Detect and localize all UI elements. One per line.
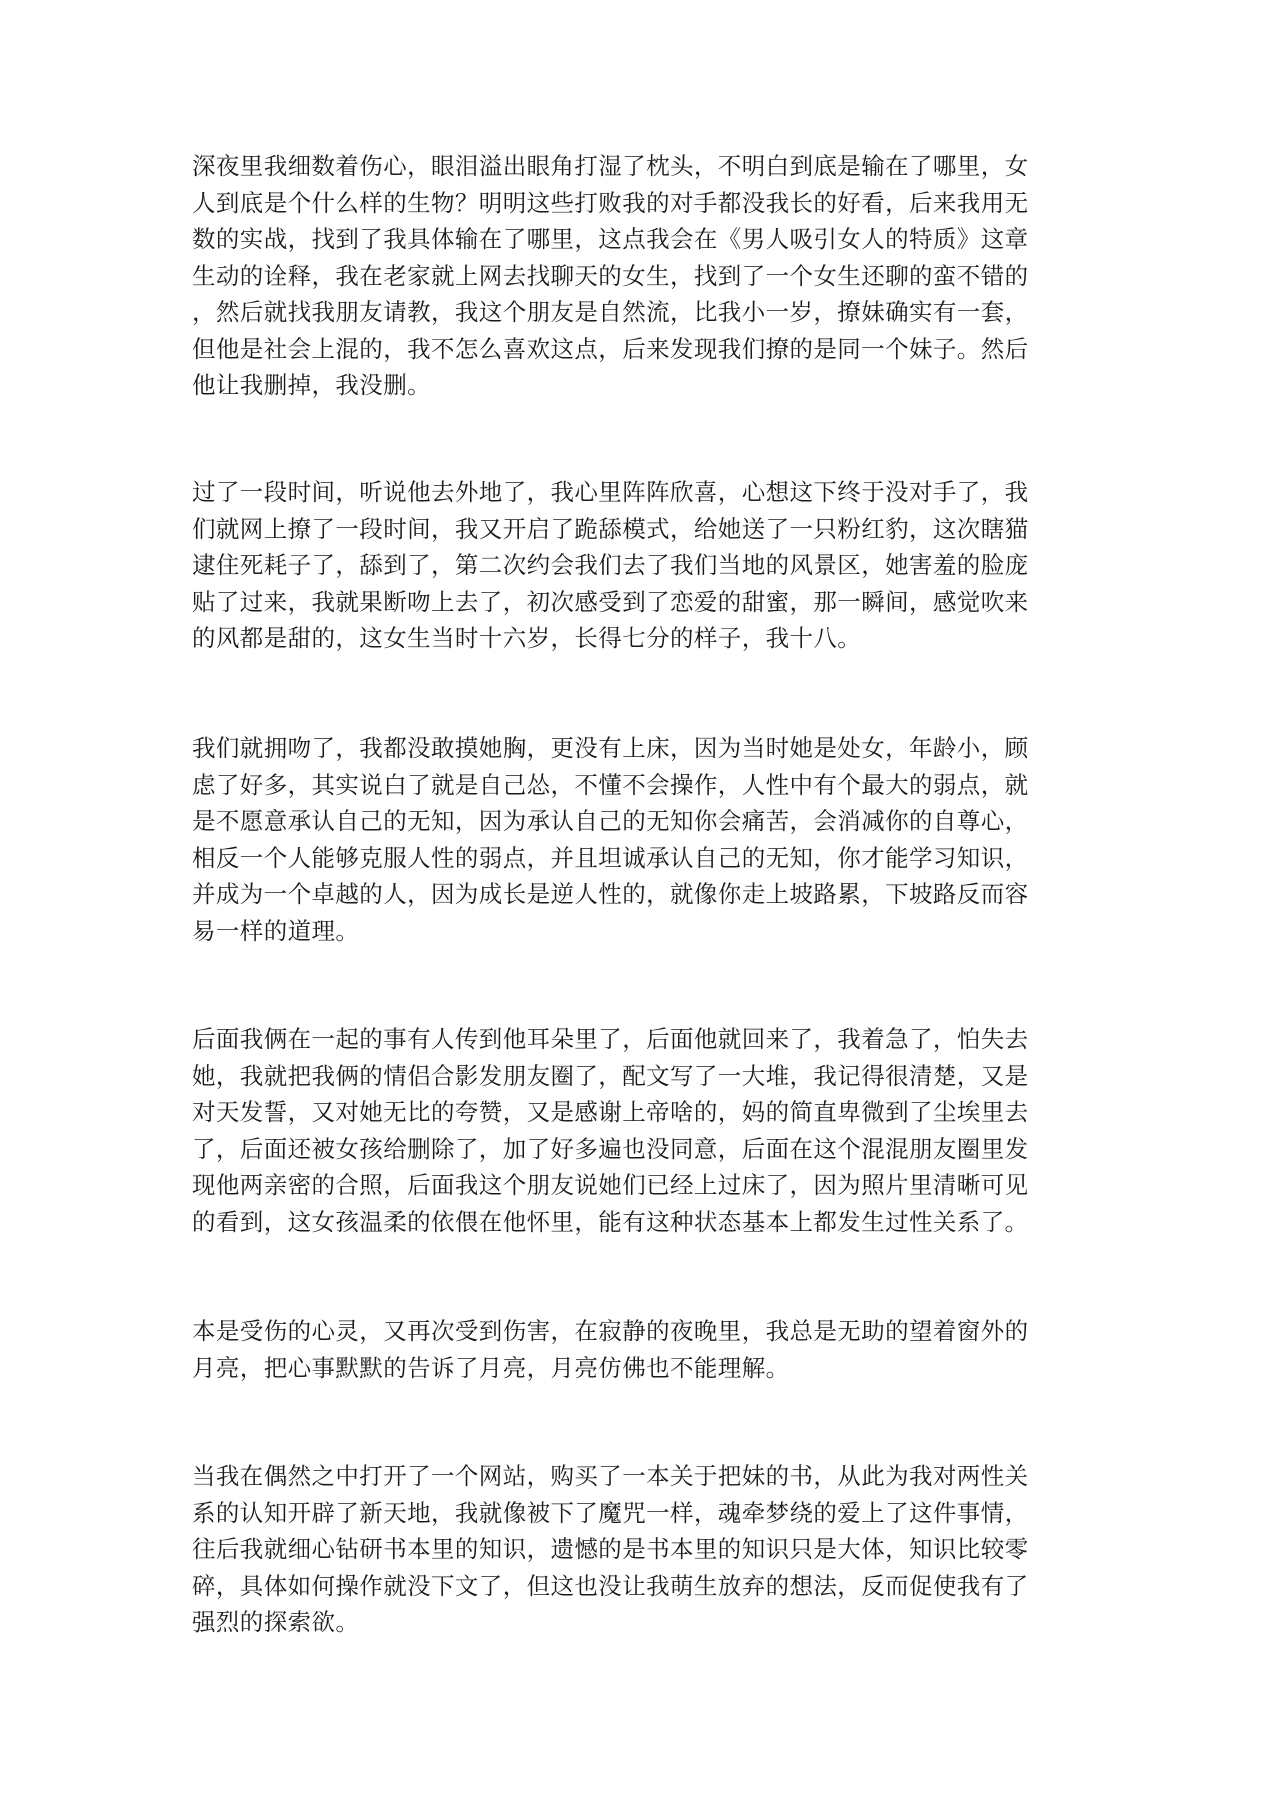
text-line: 她，我就把我俩的情侣合影发朋友圈了，配文写了一大堆，我记得很清楚，又是 bbox=[192, 1061, 1029, 1090]
paragraph-5 bbox=[192, 1313, 1082, 1386]
text-line: 们就网上撩了一段时间，我又开启了跪舔模式，给她送了一只粉红豹，这次瞎猫 bbox=[192, 514, 1029, 543]
text-line: 当我在偶然之中打开了一个网站，购买了一本关于把妹的书，从此为我对两性关 bbox=[192, 1462, 1029, 1490]
text-line: 但他是社会上混的，我不怎么喜欢这点，后来发现我们撩的是同一个妹子。然后 bbox=[192, 334, 1029, 363]
paragraph-3 bbox=[192, 730, 1082, 949]
text-line: 易一样的道理。 bbox=[192, 916, 360, 945]
text-line: 的风都是甜的，这女生当时十六岁，长得七分的样子，我十八。 bbox=[192, 624, 862, 652]
paragraph-2 bbox=[192, 474, 1082, 657]
text-line: 后面我俩在一起的事有人传到他耳朵里了，后面他就回来了，我着急了，怕失去 bbox=[192, 1025, 1029, 1053]
text-line: ，然后就找我朋友请教，我这个朋友是自然流，比我小一岁，撩妹确实有一套， bbox=[192, 298, 1029, 326]
text-line: 逮住死耗子了，舔到了，第二次约会我们去了我们当地的风景区，她害羞的脸庞 bbox=[192, 551, 1029, 579]
text-line: 强烈的探索欲。 bbox=[192, 1608, 360, 1636]
text-line: 现他两亲密的合照，后面我这个朋友说她们已经上过床了，因为照片里清晰可见 bbox=[192, 1171, 1029, 1199]
text-line: 相反一个人能够克服人性的弱点，并且坦诚承认自己的无知，你才能学习知识， bbox=[192, 843, 1029, 872]
text-line: 往后我就细心钻研书本里的知识，遗憾的是书本里的知识只是大体，知识比较零 bbox=[192, 1535, 1029, 1563]
text-line: 深夜里我细数着伤心，眼泪溢出眼角打湿了枕头，不明白到底是输在了哪里，女 bbox=[192, 152, 1029, 180]
text-line: 并成为一个卓越的人，因为成长是逆人性的，就像你走上坡路累，下坡路反而容 bbox=[192, 880, 1029, 908]
text-line: 我们就拥吻了，我都没敢摸她胸，更没有上床，因为当时她是处女，年龄小，顾 bbox=[192, 734, 1029, 762]
text-line: 虑了好多，其实说白了就是自己怂，不懂不会操作，人性中有个最大的弱点，就 bbox=[192, 770, 1029, 799]
text-line: 本是受伤的心灵，又再次受到伤害，在寂静的夜晚里，我总是无助的望着窗外的 bbox=[192, 1317, 1029, 1345]
text-line: 了，后面还被女孩给删除了，加了好多遍也没同意，后面在这个混混朋友圈里发 bbox=[192, 1134, 1029, 1163]
text-line: 人到底是个什么样的生物？明明这些打败我的对手都没我长的好看，后来我用无 bbox=[192, 188, 1029, 217]
paragraph-4 bbox=[192, 1021, 1082, 1240]
text-line: 是不愿意承认自己的无知，因为承认自己的无知你会痛苦，会消减你的自尊心， bbox=[192, 807, 1029, 835]
text-line: 数的实战，找到了我具体输在了哪里，这点我会在《男人吸引女人的特质》这章 bbox=[192, 225, 1029, 253]
text-line: 系的认知开辟了新天地，我就像被下了魔咒一样，魂牵梦绕的爱上了这件事情， bbox=[192, 1498, 1029, 1527]
text-line: 生动的诠释，我在老家就上网去找聊天的女生，找到了一个女生还聊的蛮不错的 bbox=[192, 261, 1029, 290]
text-line: 贴了过来，我就果断吻上去了，初次感受到了恋爱的甜蜜，那一瞬间，感觉吹来 bbox=[192, 587, 1029, 616]
text-line: 对天发誓，又对她无比的夸赞，又是感谢上帝啥的，妈的简直卑微到了尘埃里去 bbox=[192, 1098, 1029, 1126]
text-line: 的看到，这女孩温柔的依偎在他怀里，能有这种状态基本上都发生过性关系了。 bbox=[192, 1207, 1029, 1236]
paragraph-1 bbox=[192, 148, 1082, 404]
text-line: 月亮，把心事默默的告诉了月亮，月亮仿佛也不能理解。 bbox=[192, 1353, 790, 1382]
text-line: 碎，具体如何操作就没下文了，但这也没让我萌生放弃的想法，反而促使我有了 bbox=[192, 1571, 1029, 1600]
paragraph-6 bbox=[192, 1458, 1082, 1641]
text-line: 他让我删掉，我没删。 bbox=[192, 371, 431, 399]
text-line: 过了一段时间，听说他去外地了，我心里阵阵欣喜，心想这下终于没对手了，我 bbox=[192, 478, 1029, 506]
